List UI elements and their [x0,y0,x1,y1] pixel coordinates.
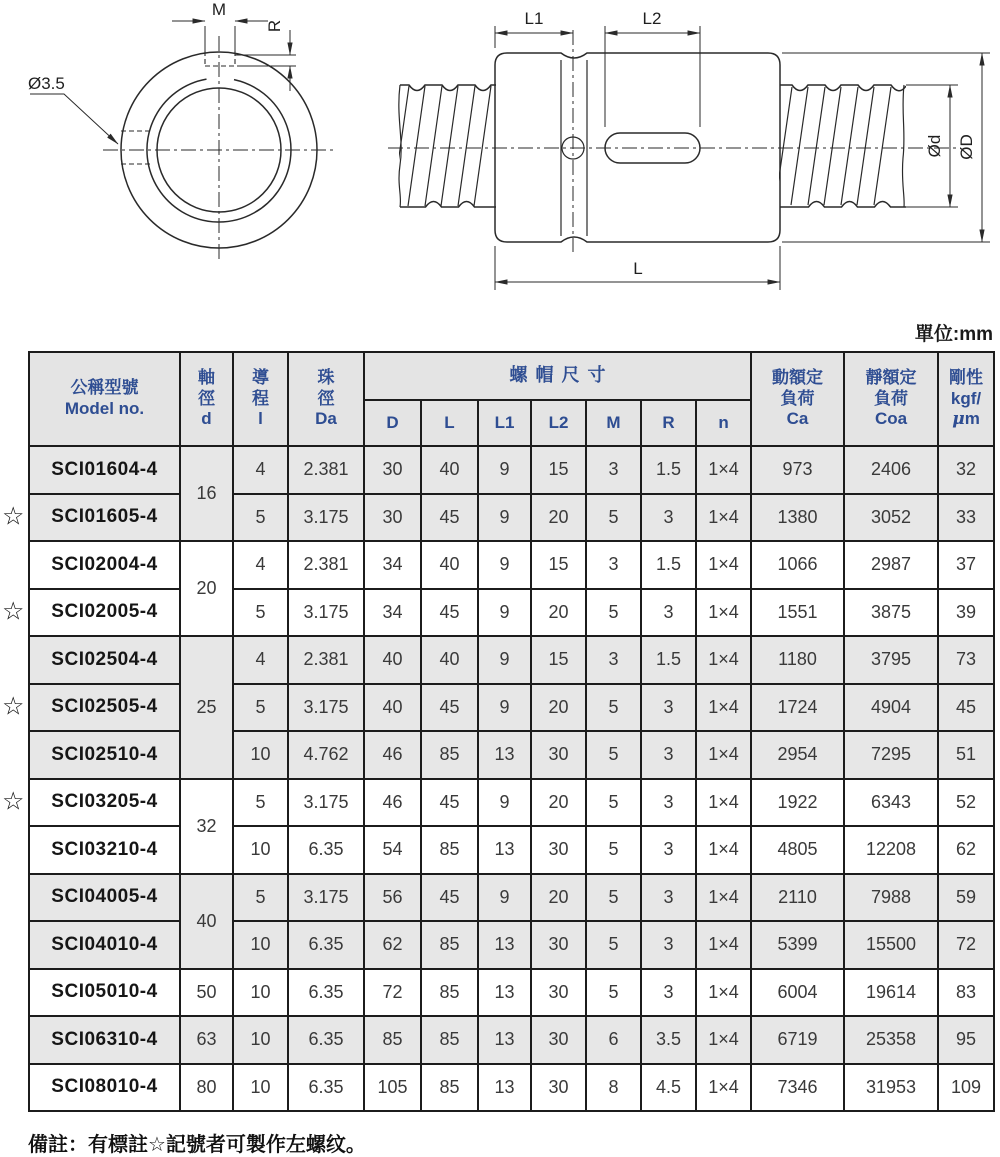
value-cell: 3 [641,969,696,1017]
table-row [29,921,994,969]
value-cell: 46 [364,731,421,779]
dim-label-nut-od: ØD [957,134,976,160]
value-cell: 1×4 [696,1064,751,1112]
value-cell: 1380 [751,494,844,542]
value-cell: 2.381 [288,636,364,684]
value-cell: 1551 [751,589,844,637]
model-cell: SCI04005-4 [29,874,180,922]
value-cell: 30 [531,826,586,874]
value-cell: 19614 [844,969,938,1017]
value-cell: 1724 [751,684,844,732]
table-row [29,446,994,494]
value-cell: 1×4 [696,779,751,827]
value-cell: 10 [233,731,288,779]
value-cell: 20 [531,874,586,922]
value-cell: 25358 [844,1016,938,1064]
col-header-L2: L2 [531,400,586,446]
value-cell: 6.35 [288,1016,364,1064]
value-cell: 1×4 [696,684,751,732]
model-cell: SCI01605-4 ☆ [29,494,180,542]
value-cell: 4 [233,636,288,684]
value-cell: 45 [421,779,478,827]
value-cell: 30 [364,494,421,542]
value-cell: 20 [531,684,586,732]
value-cell: 59 [938,874,994,922]
value-cell: 45 [421,684,478,732]
value-cell: 10 [233,1064,288,1112]
value-cell: 40 [421,446,478,494]
value-cell: 4904 [844,684,938,732]
left-thread-star: ☆ [2,502,25,531]
value-cell: 9 [478,589,531,637]
value-cell: 15 [531,446,586,494]
value-cell: 8 [586,1064,641,1112]
value-cell: 109 [938,1064,994,1112]
value-cell: 15500 [844,921,938,969]
value-cell: 2.381 [288,541,364,589]
value-cell: 85 [421,969,478,1017]
value-cell: 1180 [751,636,844,684]
model-cell: SCI02005-4 ☆ [29,589,180,637]
table-row [29,494,994,542]
value-cell: 2954 [751,731,844,779]
value-cell: 3.175 [288,589,364,637]
col-header-lead: 導 程 l [233,352,288,446]
value-cell: 1×4 [696,731,751,779]
value-cell: 1×4 [696,1016,751,1064]
value-cell: 45 [421,494,478,542]
unit-label: 單位:mm [914,324,993,345]
value-cell: 5 [586,921,641,969]
value-cell: 30 [531,1064,586,1112]
value-cell: 46 [364,779,421,827]
col-header-M: M [586,400,641,446]
value-cell: 5 [586,826,641,874]
dim-label-l: L [633,259,643,278]
value-cell: 40 [364,636,421,684]
value-cell: 5 [586,874,641,922]
col-header-nut-dimensions: 螺帽尺寸 [364,352,751,400]
shaft-diameter-cell: 16 [180,446,233,541]
model-cell: SCI03210-4 [29,826,180,874]
table-row [29,779,994,827]
value-cell: 9 [478,541,531,589]
col-header-L: L [421,400,478,446]
value-cell: 45 [421,874,478,922]
value-cell: 85 [421,826,478,874]
value-cell: 30 [531,969,586,1017]
value-cell: 4805 [751,826,844,874]
value-cell: 5 [586,684,641,732]
value-cell: 4.762 [288,731,364,779]
value-cell: 1×4 [696,826,751,874]
col-header-static-load: 靜額定 負荷 Coa [844,352,938,446]
value-cell: 3.175 [288,684,364,732]
value-cell: 30 [364,446,421,494]
value-cell: 1×4 [696,636,751,684]
value-cell: 3 [641,589,696,637]
value-cell: 20 [531,494,586,542]
shaft-diameter-cell: 20 [180,541,233,636]
value-cell: 3 [641,494,696,542]
value-cell: 20 [531,589,586,637]
value-cell: 9 [478,684,531,732]
value-cell: 1×4 [696,541,751,589]
value-cell: 12208 [844,826,938,874]
value-cell: 6719 [751,1016,844,1064]
value-cell: 39 [938,589,994,637]
shaft-diameter-cell: 50 [180,969,233,1017]
value-cell: 13 [478,731,531,779]
value-cell: 3 [586,446,641,494]
value-cell: 1×4 [696,874,751,922]
value-cell: 4 [233,541,288,589]
model-cell: SCI02510-4 [29,731,180,779]
value-cell: 34 [364,541,421,589]
left-thread-star: ☆ [2,787,25,816]
value-cell: 1×4 [696,589,751,637]
model-cell: SCI03205-4 ☆ [29,779,180,827]
shaft-diameter-cell: 25 [180,636,233,779]
value-cell: 105 [364,1064,421,1112]
value-cell: 4.5 [641,1064,696,1112]
value-cell: 7346 [751,1064,844,1112]
value-cell: 4 [233,446,288,494]
value-cell: 3 [641,684,696,732]
model-cell: SCI02504-4 [29,636,180,684]
value-cell: 7295 [844,731,938,779]
value-cell: 9 [478,494,531,542]
value-cell: 9 [478,779,531,827]
table-row [29,1016,994,1064]
value-cell: 3 [641,921,696,969]
value-cell: 32 [938,446,994,494]
value-cell: 3.175 [288,494,364,542]
value-cell: 13 [478,969,531,1017]
technical-drawing [0,0,1000,312]
value-cell: 6.35 [288,1064,364,1112]
value-cell: 6343 [844,779,938,827]
value-cell: 45 [421,589,478,637]
value-cell: 5 [586,589,641,637]
shaft-diameter-cell: 40 [180,874,233,969]
value-cell: 40 [364,684,421,732]
value-cell: 83 [938,969,994,1017]
value-cell: 30 [531,921,586,969]
footnote: 備註：有標註☆記號者可製作左螺纹。 [28,1134,366,1156]
value-cell: 3 [641,826,696,874]
side-view [388,9,990,290]
value-cell: 2110 [751,874,844,922]
value-cell: 62 [364,921,421,969]
value-cell: 62 [938,826,994,874]
col-header-shaft-dia: 軸 徑 d [180,352,233,446]
value-cell: 33 [938,494,994,542]
value-cell: 5 [586,779,641,827]
value-cell: 34 [364,589,421,637]
value-cell: 6.35 [288,921,364,969]
value-cell: 30 [531,1016,586,1064]
dim-label-shaft-dia: Ød [925,134,944,158]
value-cell: 9 [478,636,531,684]
value-cell: 37 [938,541,994,589]
value-cell: 20 [531,779,586,827]
col-header-dynamic-load: 動額定 負荷 Ca [751,352,844,446]
value-cell: 3052 [844,494,938,542]
value-cell: 40 [421,636,478,684]
value-cell: 2406 [844,446,938,494]
value-cell: 1×4 [696,494,751,542]
model-cell: SCI01604-4 [29,446,180,494]
shaft-diameter-cell: 32 [180,779,233,874]
value-cell: 3.175 [288,874,364,922]
table-row [29,969,994,1017]
value-cell: 56 [364,874,421,922]
value-cell: 1.5 [641,446,696,494]
front-view [28,0,337,262]
value-cell: 5 [233,589,288,637]
value-cell: 72 [938,921,994,969]
dim-label-l2: L2 [642,9,662,28]
value-cell: 7988 [844,874,938,922]
col-header-n: n [696,400,751,446]
model-cell: SCI08010-4 [29,1064,180,1112]
value-cell: 1066 [751,541,844,589]
dim-label-hole-dia: Ø3.5 [28,74,65,93]
col-header-R: R [641,400,696,446]
value-cell: 3 [586,636,641,684]
col-header-D: D [364,400,421,446]
model-cell: SCI04010-4 [29,921,180,969]
left-thread-star: ☆ [2,692,25,721]
value-cell: 5 [586,731,641,779]
value-cell: 3 [641,874,696,922]
col-header-L1: L1 [478,400,531,446]
value-cell: 85 [364,1016,421,1064]
value-cell: 973 [751,446,844,494]
value-cell: 5 [233,494,288,542]
value-cell: 10 [233,921,288,969]
value-cell: 1922 [751,779,844,827]
table-row [29,636,994,684]
value-cell: 10 [233,969,288,1017]
table-row [29,874,994,922]
value-cell: 85 [421,921,478,969]
value-cell: 10 [233,826,288,874]
value-cell: 13 [478,1064,531,1112]
dim-label-l1: L1 [524,9,544,28]
value-cell: 51 [938,731,994,779]
value-cell: 13 [478,1016,531,1064]
value-cell: 54 [364,826,421,874]
value-cell: 5 [233,684,288,732]
value-cell: 85 [421,731,478,779]
value-cell: 1×4 [696,921,751,969]
value-cell: 6.35 [288,826,364,874]
value-cell: 3 [586,541,641,589]
model-cell: SCI02505-4 ☆ [29,684,180,732]
value-cell: 1×4 [696,446,751,494]
table-row [29,684,994,732]
col-header-rigidity: 剛性 kgf/ μm [938,352,994,446]
value-cell: 85 [421,1016,478,1064]
value-cell: 5 [233,874,288,922]
value-cell: 85 [421,1064,478,1112]
table-row [29,731,994,779]
value-cell: 3795 [844,636,938,684]
value-cell: 15 [531,541,586,589]
value-cell: 15 [531,636,586,684]
value-cell: 52 [938,779,994,827]
table-row [29,541,994,589]
spec-table [2,351,995,1112]
table-row [29,589,994,637]
value-cell: 6004 [751,969,844,1017]
value-cell: 40 [421,541,478,589]
value-cell: 31953 [844,1064,938,1112]
value-cell: 3.175 [288,779,364,827]
col-header-model: 公稱型號 Model no. [29,352,180,446]
value-cell: 73 [938,636,994,684]
shaft-diameter-cell: 80 [180,1064,233,1112]
table-row [29,826,994,874]
table-row [29,1064,994,1112]
left-thread-star: ☆ [2,597,25,626]
dim-label-m: M [211,0,227,19]
value-cell: 6.35 [288,969,364,1017]
value-cell: 1×4 [696,969,751,1017]
value-cell: 45 [938,684,994,732]
value-cell: 9 [478,446,531,494]
value-cell: 95 [938,1016,994,1064]
model-cell: SCI06310-4 [29,1016,180,1064]
value-cell: 2.381 [288,446,364,494]
col-header-ball-dia: 珠 徑 Da [288,352,364,446]
value-cell: 3.5 [641,1016,696,1064]
value-cell: 13 [478,826,531,874]
value-cell: 5399 [751,921,844,969]
value-cell: 10 [233,1016,288,1064]
value-cell: 13 [478,921,531,969]
model-cell: SCI05010-4 [29,969,180,1017]
value-cell: 3875 [844,589,938,637]
value-cell: 72 [364,969,421,1017]
value-cell: 6 [586,1016,641,1064]
value-cell: 5 [586,494,641,542]
value-cell: 1.5 [641,636,696,684]
value-cell: 5 [586,969,641,1017]
model-cell: SCI02004-4 [29,541,180,589]
dim-label-r: R [265,19,284,33]
value-cell: 3 [641,731,696,779]
value-cell: 5 [233,779,288,827]
value-cell: 1.5 [641,541,696,589]
value-cell: 3 [641,779,696,827]
shaft-diameter-cell: 63 [180,1016,233,1064]
value-cell: 30 [531,731,586,779]
value-cell: 9 [478,874,531,922]
value-cell: 2987 [844,541,938,589]
